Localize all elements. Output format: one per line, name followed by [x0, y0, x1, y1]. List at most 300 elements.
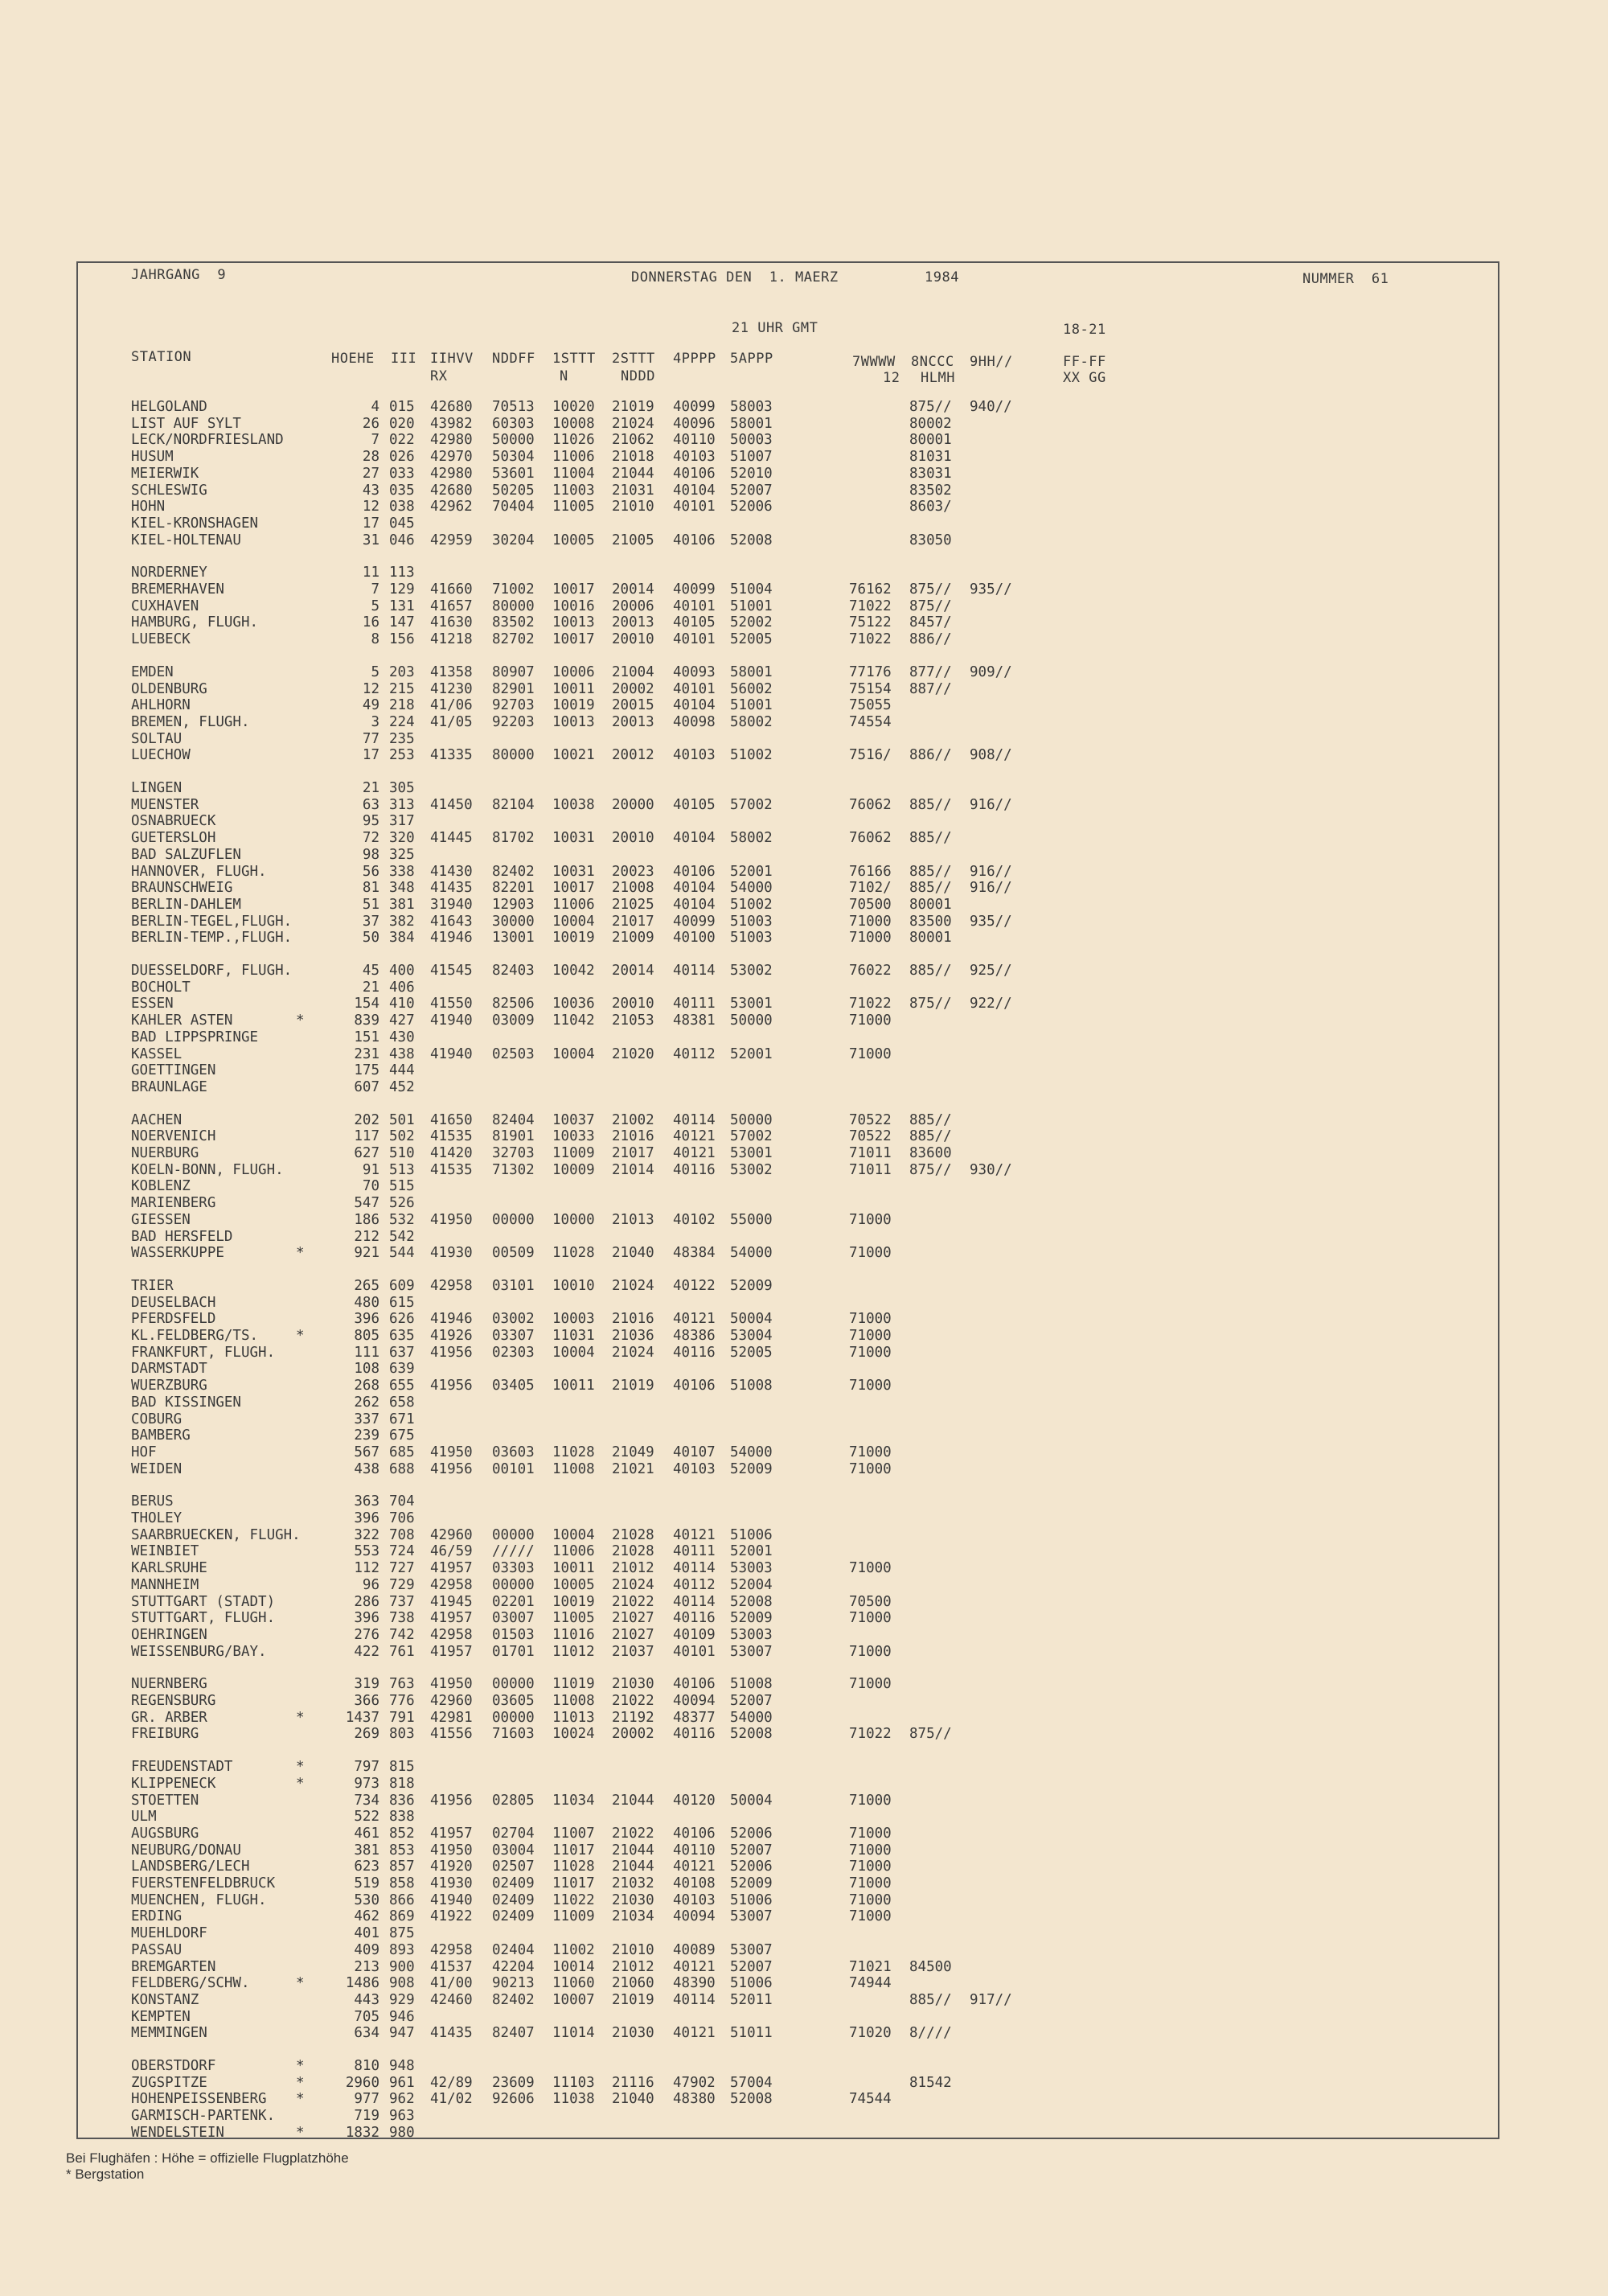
group-value: 20002 [612, 1726, 654, 1742]
station-id: 045 [389, 515, 415, 532]
station-height: 49 [362, 697, 379, 713]
table-row [0, 714, 1608, 730]
group-value: 11012 [552, 1644, 595, 1660]
station-name: EMDEN [131, 664, 174, 680]
station-id: 639 [389, 1361, 415, 1377]
group-9hh: 909// [970, 664, 1012, 680]
station-id: 235 [389, 731, 415, 747]
station-id: 615 [389, 1295, 415, 1311]
station-name: BRAUNSCHWEIG [131, 880, 233, 896]
station-id: 947 [389, 2025, 415, 2041]
group-value: 21040 [612, 1245, 654, 1261]
table-row [0, 1345, 1608, 1361]
group-8nccc: 80002 [909, 416, 952, 432]
group-value: 40096 [673, 416, 716, 432]
station-name: LINGEN [131, 780, 183, 796]
station-name: NORDERNEY [131, 565, 207, 581]
table-row [0, 1178, 1608, 1194]
group-value: 02303 [492, 1345, 535, 1361]
group-value: 40102 [673, 1212, 716, 1228]
group-7wwww: 71000 [849, 1311, 892, 1327]
station-name: ZUGSPITZE [131, 2075, 207, 2091]
station-height: 175 [354, 1062, 379, 1078]
group-value: 11002 [552, 1942, 595, 1958]
group-7wwww: 71000 [849, 1826, 892, 1842]
group-value: 03603 [492, 1444, 535, 1460]
group-value: 53001 [730, 1145, 773, 1161]
group-value: 92703 [492, 697, 535, 713]
group-value: 11038 [552, 2091, 595, 2107]
group-value: 50003 [730, 432, 773, 448]
group-value: 53007 [730, 1644, 773, 1660]
group-value: 13001 [492, 930, 535, 946]
group-7wwww: 70500 [849, 897, 892, 913]
station-id: 381 [389, 897, 415, 913]
group-value: 41420 [430, 1145, 473, 1161]
group-value: 21017 [612, 914, 654, 930]
station-height: 17 [362, 747, 379, 763]
station-id: 857 [389, 1859, 415, 1875]
group-value: 41940 [430, 1046, 473, 1062]
group-7wwww: 71000 [849, 1859, 892, 1875]
group-value: 21010 [612, 499, 654, 515]
station-height: 4 [371, 399, 379, 415]
group-value: 42959 [430, 532, 473, 548]
group-value: 82201 [492, 880, 535, 896]
group-value: 21017 [612, 1145, 654, 1161]
station-id: 875 [389, 1925, 415, 1941]
group-value: 82901 [492, 681, 535, 697]
table-row [0, 598, 1608, 614]
station-height: 63 [362, 797, 379, 813]
group-value: 21016 [612, 1128, 654, 1144]
group-value: 21020 [612, 1046, 654, 1062]
station-id: 382 [389, 914, 415, 930]
group-value: 52007 [730, 1693, 773, 1709]
table-row [0, 697, 1608, 713]
station-height: 111 [354, 1345, 379, 1361]
group-value: 40116 [673, 1610, 716, 1626]
station-name: DEUSELBACH [131, 1295, 216, 1311]
group-value: 54000 [730, 1444, 773, 1460]
group-value: 42958 [430, 1577, 473, 1593]
group-value: 21022 [612, 1594, 654, 1610]
col-9hh: 9HH// [970, 354, 1013, 370]
group-9hh: 917// [970, 1992, 1012, 2008]
group-value: 20010 [612, 631, 654, 647]
group-7wwww: 76062 [849, 797, 892, 813]
col-4pppp: 4PPPP [673, 351, 716, 367]
station-height: 239 [354, 1427, 379, 1444]
group-value: 41940 [430, 1012, 473, 1029]
group-value: 52009 [730, 1610, 773, 1626]
station-height: 95 [362, 813, 379, 829]
group-value: 40106 [673, 532, 716, 548]
group-value: 41630 [430, 614, 473, 630]
table-row [0, 1959, 1608, 1975]
group-value: 02503 [492, 1046, 535, 1062]
station-name: SCHLESWIG [131, 483, 207, 499]
station-height: 461 [354, 1826, 379, 1842]
jahrgang-label: JAHRGANG 9 [131, 267, 227, 283]
group-8nccc: 80001 [909, 930, 952, 946]
table-row [0, 1394, 1608, 1411]
station-id: 838 [389, 1809, 415, 1825]
station-height: 396 [354, 1510, 379, 1526]
station-name: FUERSTENFELDBRUCK [131, 1875, 276, 1891]
group-value: 02507 [492, 1859, 535, 1875]
station-id: 035 [389, 483, 415, 499]
group-value: 20014 [612, 581, 654, 598]
station-height: 547 [354, 1195, 379, 1211]
group-value: 10037 [552, 1112, 595, 1128]
table-row [0, 1793, 1608, 1809]
station-height: 262 [354, 1394, 379, 1411]
table-row [0, 1328, 1608, 1344]
group-value: 41535 [430, 1128, 473, 1144]
station-id: 946 [389, 2009, 415, 2025]
group-value: 54000 [730, 880, 773, 896]
group-8nccc: 81542 [909, 2075, 952, 2091]
table-row [0, 2025, 1608, 2041]
group-value: 40116 [673, 1162, 716, 1178]
group-value: 41430 [430, 864, 473, 880]
station-id: 635 [389, 1328, 415, 1344]
group-value: 51002 [730, 897, 773, 913]
station-height: 705 [354, 2009, 379, 2025]
group-value: 10019 [552, 1594, 595, 1610]
group-value: 41946 [430, 1311, 473, 1327]
table-row [0, 1759, 1608, 1775]
group-value: 54000 [730, 1245, 773, 1261]
group-value: 51006 [730, 1975, 773, 1991]
group-value: 40112 [673, 1577, 716, 1593]
table-row [0, 1892, 1608, 1908]
group-value: 21012 [612, 1959, 654, 1975]
table-row [0, 2125, 1608, 2141]
station-height: 72 [362, 830, 379, 846]
station-height: 96 [362, 1577, 379, 1593]
station-id: 444 [389, 1062, 415, 1078]
group-value: 54000 [730, 1710, 773, 1726]
station-name: DARMSTADT [131, 1361, 207, 1377]
group-value: 11060 [552, 1975, 595, 1991]
station-name: WEINBIET [131, 1543, 199, 1559]
station-id: 438 [389, 1046, 415, 1062]
group-value: 10042 [552, 963, 595, 979]
group-value: 10004 [552, 1527, 595, 1543]
date-label: DONNERSTAG DEN 1. MAERZ [631, 269, 839, 285]
mountain-marker: * [296, 1012, 305, 1029]
station-id: 218 [389, 697, 415, 713]
group-value: 11007 [552, 1826, 595, 1842]
group-value: ///// [492, 1543, 535, 1559]
group-7wwww: 71000 [849, 1345, 892, 1361]
table-row [0, 581, 1608, 598]
group-value: 50004 [730, 1793, 773, 1809]
station-id: 542 [389, 1229, 415, 1245]
station-height: 607 [354, 1079, 379, 1095]
station-height: 286 [354, 1594, 379, 1610]
group-value: 52001 [730, 864, 773, 880]
group-value: 21018 [612, 449, 654, 465]
group-value: 40114 [673, 1560, 716, 1576]
group-value: 53002 [730, 1162, 773, 1178]
group-value: 40104 [673, 697, 716, 713]
table-row [0, 664, 1608, 680]
station-id: 513 [389, 1162, 415, 1178]
station-id: 869 [389, 1908, 415, 1924]
group-value: 11005 [552, 1610, 595, 1626]
table-row [0, 1842, 1608, 1859]
station-height: 21 [362, 980, 379, 996]
group-value: 40100 [673, 930, 716, 946]
station-id: 452 [389, 1079, 415, 1095]
station-height: 627 [354, 1145, 379, 1161]
station-name: BERLIN-TEMP.,FLUGH. [131, 930, 293, 946]
station-name: BAD KISSINGEN [131, 1394, 241, 1411]
mountain-marker: * [296, 2125, 305, 2141]
group-value: 21027 [612, 1610, 654, 1626]
station-id: 858 [389, 1875, 415, 1891]
station-id: 224 [389, 714, 415, 730]
group-value: 21028 [612, 1527, 654, 1543]
table-row [0, 963, 1608, 979]
group-value: 40099 [673, 914, 716, 930]
period-label: 18-21 [1063, 322, 1106, 338]
station-name: REGENSBURG [131, 1693, 216, 1709]
group-value: 03405 [492, 1378, 535, 1394]
table-row [0, 631, 1608, 647]
group-value: 40101 [673, 631, 716, 647]
group-7wwww: 71000 [849, 1644, 892, 1660]
col-2sttt-sub: NDDD [621, 368, 655, 384]
group-value: 11103 [552, 2075, 595, 2091]
group-value: 21192 [612, 1710, 654, 1726]
station-height: 45 [362, 963, 379, 979]
station-id: 737 [389, 1594, 415, 1610]
table-row [0, 532, 1608, 548]
group-9hh: 922// [970, 996, 1012, 1012]
group-value: 82403 [492, 963, 535, 979]
group-value: 57002 [730, 1128, 773, 1144]
station-height: 634 [354, 2025, 379, 2041]
group-8nccc: 875// [909, 1162, 952, 1178]
group-value: 00000 [492, 1527, 535, 1543]
station-id: 738 [389, 1610, 415, 1626]
group-value: 41435 [430, 880, 473, 896]
group-value: 10005 [552, 532, 595, 548]
group-value: 42680 [430, 483, 473, 499]
group-value: 82506 [492, 996, 535, 1012]
group-value: 43982 [430, 416, 473, 432]
group-value: 00509 [492, 1245, 535, 1261]
group-value: 48381 [673, 1012, 716, 1029]
group-value: 01503 [492, 1627, 535, 1643]
group-value: 41956 [430, 1461, 473, 1477]
group-value: 52008 [730, 2091, 773, 2107]
group-8nccc: 875// [909, 598, 952, 614]
station-height: 810 [354, 2058, 379, 2074]
group-7wwww: 71000 [849, 1793, 892, 1809]
group-7wwww: 70500 [849, 1594, 892, 1610]
group-7wwww: 77176 [849, 664, 892, 680]
group-value: 11008 [552, 1693, 595, 1709]
station-name: HOHENPEISSENBERG [131, 2091, 267, 2107]
group-value: 50205 [492, 483, 535, 499]
station-id: 253 [389, 747, 415, 763]
table-row [0, 1229, 1608, 1245]
table-row [0, 2058, 1608, 2074]
station-height: 443 [354, 1992, 379, 2008]
group-value: 40107 [673, 1444, 716, 1460]
group-value: 41537 [430, 1959, 473, 1975]
station-id: 033 [389, 466, 415, 482]
table-row [0, 1128, 1608, 1144]
station-id: 502 [389, 1128, 415, 1144]
group-value: 10010 [552, 1278, 595, 1294]
station-id: 742 [389, 1627, 415, 1643]
group-value: 11003 [552, 483, 595, 499]
group-value: 52005 [730, 631, 773, 647]
group-value: 40114 [673, 1594, 716, 1610]
station-height: 56 [362, 864, 379, 880]
table-row [0, 1493, 1608, 1509]
group-7wwww: 76166 [849, 864, 892, 880]
group-value: 60303 [492, 416, 535, 432]
group-9hh: 935// [970, 914, 1012, 930]
group-value: 21010 [612, 1942, 654, 1958]
station-height: 1437 [345, 1710, 379, 1726]
group-value: 10005 [552, 1577, 595, 1593]
group-value: 02805 [492, 1793, 535, 1809]
station-name: BOCHOLT [131, 980, 191, 996]
col-iii: III [391, 351, 417, 367]
group-value: 40094 [673, 1908, 716, 1924]
group-value: 42970 [430, 449, 473, 465]
group-value: 40111 [673, 996, 716, 1012]
group-value: 11016 [552, 1627, 595, 1643]
station-id: 763 [389, 1676, 415, 1692]
station-name: WUERZBURG [131, 1378, 207, 1394]
group-value: 10024 [552, 1726, 595, 1742]
group-value: 52005 [730, 1345, 773, 1361]
station-height: 8 [371, 631, 379, 647]
station-id: 038 [389, 499, 415, 515]
station-height: 322 [354, 1527, 379, 1543]
station-height: 77 [362, 731, 379, 747]
group-value: 00101 [492, 1461, 535, 1477]
mountain-marker: * [296, 2058, 305, 2074]
col-iihvv-sub: RX [430, 368, 448, 384]
station-id: 430 [389, 1029, 415, 1045]
station-id: 852 [389, 1826, 415, 1842]
group-value: 21022 [612, 1693, 654, 1709]
table-row [0, 914, 1608, 930]
station-id: 836 [389, 1793, 415, 1809]
group-value: 10016 [552, 598, 595, 614]
group-value: 40108 [673, 1875, 716, 1891]
station-height: 401 [354, 1925, 379, 1941]
group-value: 10031 [552, 830, 595, 846]
table-row [0, 1992, 1608, 2008]
station-id: 131 [389, 598, 415, 614]
table-row [0, 1776, 1608, 1792]
table-row [0, 1577, 1608, 1593]
station-height: 154 [354, 996, 379, 1012]
group-9hh: 935// [970, 581, 1012, 598]
group-value: 40111 [673, 1543, 716, 1559]
group-value: 71002 [492, 581, 535, 598]
group-value: 21060 [612, 1975, 654, 1991]
station-height: 16 [362, 614, 379, 630]
group-value: 10021 [552, 747, 595, 763]
table-row [0, 515, 1608, 532]
table-row [0, 2091, 1608, 2107]
table-row [0, 2075, 1608, 2091]
group-value: 40106 [673, 1378, 716, 1394]
group-value: 21030 [612, 1892, 654, 1908]
table-row [0, 1278, 1608, 1294]
group-9hh: 916// [970, 880, 1012, 896]
group-value: 03303 [492, 1560, 535, 1576]
group-value: 21012 [612, 1560, 654, 1576]
table-row [0, 813, 1608, 829]
group-value: 40103 [673, 1892, 716, 1908]
station-id: 510 [389, 1145, 415, 1161]
station-id: 515 [389, 1178, 415, 1194]
group-value: 41/00 [430, 1975, 473, 1991]
station-name: KOBLENZ [131, 1178, 191, 1194]
mountain-marker: * [296, 1975, 305, 1991]
group-value: 41335 [430, 747, 473, 763]
table-row [0, 847, 1608, 863]
table-row [0, 681, 1608, 697]
group-value: 42980 [430, 466, 473, 482]
group-value: 21014 [612, 1162, 654, 1178]
group-value: 20000 [612, 797, 654, 813]
station-name: MARIENBERG [131, 1195, 216, 1211]
station-height: 37 [362, 914, 379, 930]
station-height: 11 [362, 565, 379, 581]
table-row [0, 1112, 1608, 1128]
station-name: BERUS [131, 1493, 174, 1509]
group-value: 42962 [430, 499, 473, 515]
station-name: HUSUM [131, 449, 174, 465]
group-value: 10038 [552, 797, 595, 813]
station-id: 688 [389, 1461, 415, 1477]
group-value: 40106 [673, 864, 716, 880]
station-id: 727 [389, 1560, 415, 1576]
group-value: 21032 [612, 1875, 654, 1891]
station-id: 406 [389, 980, 415, 996]
group-value: 10017 [552, 581, 595, 598]
group-value: 11028 [552, 1859, 595, 1875]
group-value: 41957 [430, 1826, 473, 1842]
group-value: 90213 [492, 1975, 535, 1991]
station-name: HELGOLAND [131, 399, 207, 415]
station-height: 719 [354, 2108, 379, 2124]
group-7wwww: 71011 [849, 1145, 892, 1161]
group-value: 40114 [673, 963, 716, 979]
group-value: 21027 [612, 1627, 654, 1643]
group-value: 10017 [552, 880, 595, 896]
group-7wwww: 71000 [849, 1012, 892, 1029]
station-id: 532 [389, 1212, 415, 1228]
group-value: 10011 [552, 1378, 595, 1394]
station-name: KIEL-HOLTENAU [131, 532, 241, 548]
group-value: 11006 [552, 1543, 595, 1559]
